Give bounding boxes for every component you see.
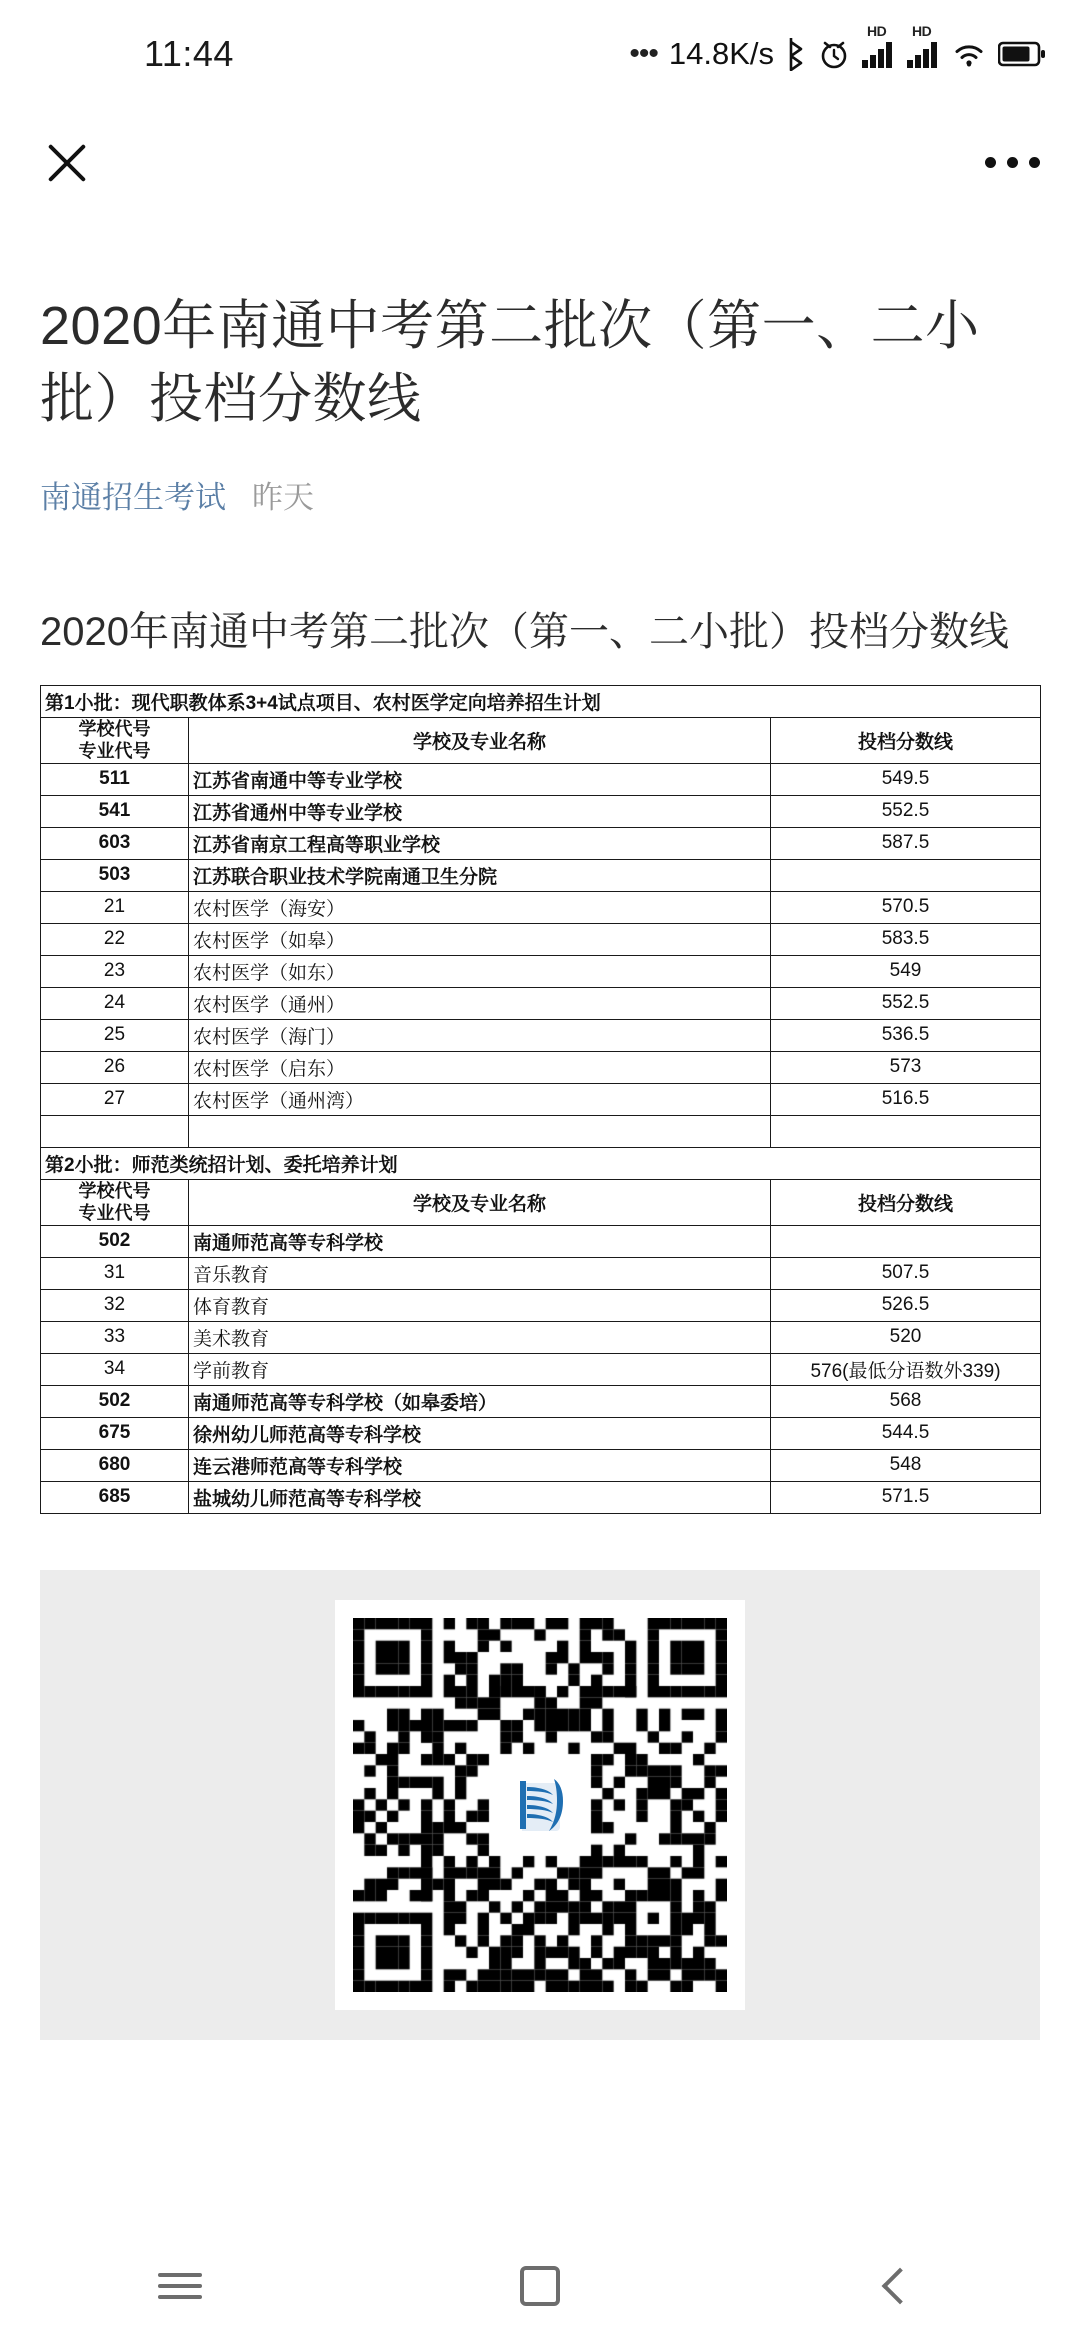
- notification-dots-icon: •••: [629, 37, 658, 70]
- row-name: 盐城幼儿师范高等专科学校: [189, 1481, 771, 1513]
- table-row-header-2: [41, 1179, 1041, 1225]
- section1-title: 第1小批：现代职教体系3+4试点项目、农村医学定向培养招生计划: [41, 685, 1041, 717]
- header-score-1: 投档分数线: [771, 717, 1041, 763]
- row-code: 24: [41, 987, 189, 1019]
- hd-signal-icon-2: HD: [906, 39, 940, 69]
- row-code: 603: [41, 827, 189, 859]
- row-code: 22: [41, 923, 189, 955]
- table-row: [41, 795, 1041, 827]
- table-row-section2-title: [41, 1147, 1041, 1179]
- back-button[interactable]: [840, 2273, 960, 2299]
- table-row: [41, 859, 1041, 891]
- row-name: 江苏省南通中等专业学校: [189, 763, 771, 795]
- header-name-2: 学校及专业名称: [189, 1179, 771, 1225]
- chevron-left-icon: [882, 2268, 919, 2305]
- recents-button[interactable]: [120, 2266, 240, 2306]
- row-name: 学前教育: [189, 1353, 771, 1385]
- table-row: [41, 1019, 1041, 1051]
- table-row: [41, 1083, 1041, 1115]
- row-name: 农村医学（海门）: [189, 1019, 771, 1051]
- row-score: 516.5: [771, 1083, 1041, 1115]
- header-name-1: 学校及专业名称: [189, 717, 771, 763]
- row-code: 502: [41, 1225, 189, 1257]
- network-speed-label: 14.8K/s: [668, 36, 774, 71]
- row-name: 江苏省南京工程高等职业学校: [189, 827, 771, 859]
- row-name: 音乐教育: [189, 1257, 771, 1289]
- table-row: [41, 763, 1041, 795]
- qr-code-block: [40, 1570, 1040, 2040]
- row-name: 农村医学（通州湾）: [189, 1083, 771, 1115]
- hd-signal-icon-1: HD: [861, 39, 895, 69]
- table-row: [41, 987, 1041, 1019]
- row-score: 573: [771, 1051, 1041, 1083]
- row-code: 21: [41, 891, 189, 923]
- table-row: [41, 1417, 1041, 1449]
- account-name-link[interactable]: 南通招生考试: [40, 479, 226, 515]
- row-score: 548: [771, 1449, 1041, 1481]
- section2-title: 第2小批：师范类统招计划、委托培养计划: [41, 1147, 1041, 1179]
- row-code: 25: [41, 1019, 189, 1051]
- row-score: 552.5: [771, 795, 1041, 827]
- status-bar: [0, 0, 1080, 108]
- row-score: 520: [771, 1321, 1041, 1353]
- bluetooth-icon: [785, 37, 807, 71]
- row-score: 568: [771, 1385, 1041, 1417]
- row-code: 27: [41, 1083, 189, 1115]
- close-icon[interactable]: [40, 135, 94, 189]
- battery-icon: [998, 40, 1046, 68]
- row-name: 南通师范高等专科学校: [189, 1225, 771, 1257]
- row-score: 583.5: [771, 923, 1041, 955]
- table-row-section1-title: [41, 685, 1041, 717]
- row-code: 26: [41, 1051, 189, 1083]
- article-meta: [40, 472, 1040, 517]
- row-code: 680: [41, 1449, 189, 1481]
- row-code: 511: [41, 763, 189, 795]
- header-score-2: 投档分数线: [771, 1179, 1041, 1225]
- row-score: 544.5: [771, 1417, 1041, 1449]
- row-code: 685: [41, 1481, 189, 1513]
- page-title: 2020年南通中考第二批次（第一、二小批）投档分数线: [40, 296, 980, 429]
- row-name: 徐州幼儿师范高等专科学校: [189, 1417, 771, 1449]
- table-row: [41, 955, 1041, 987]
- table-row: [41, 1353, 1041, 1385]
- row-score: 571.5: [771, 1481, 1041, 1513]
- row-code: 502: [41, 1385, 189, 1417]
- row-name: 江苏省通州中等专业学校: [189, 795, 771, 827]
- row-score: 552.5: [771, 987, 1041, 1019]
- row-score: 570.5: [771, 891, 1041, 923]
- row-score: [771, 859, 1041, 891]
- table-row: [41, 827, 1041, 859]
- score-table: [40, 685, 1041, 1514]
- row-code: 34: [41, 1353, 189, 1385]
- row-name: 农村医学（通州）: [189, 987, 771, 1019]
- wechat-account-logo-icon: [492, 1757, 588, 1853]
- alarm-icon: [818, 38, 850, 70]
- table-row: [41, 1481, 1041, 1513]
- system-navigation-bar: [0, 2232, 1080, 2340]
- row-name: 南通师范高等专科学校（如皋委培）: [189, 1385, 771, 1417]
- table-row: [41, 891, 1041, 923]
- top-nav-row: [0, 108, 1080, 216]
- row-code: 33: [41, 1321, 189, 1353]
- row-name: 江苏联合职业技术学院南通卫生分院: [189, 859, 771, 891]
- status-clock: 11:44: [144, 33, 234, 74]
- row-score: 549: [771, 955, 1041, 987]
- row-name: 农村医学（启东）: [189, 1051, 771, 1083]
- row-code: 23: [41, 955, 189, 987]
- table-row: [41, 923, 1041, 955]
- table-row: [41, 1449, 1041, 1481]
- row-code: 31: [41, 1257, 189, 1289]
- table-row: [41, 1289, 1041, 1321]
- row-score: 526.5: [771, 1289, 1041, 1321]
- table-row: [41, 1385, 1041, 1417]
- header-code-1: 学校代号 专业代号: [41, 717, 189, 763]
- row-code: 503: [41, 859, 189, 891]
- row-code: 675: [41, 1417, 189, 1449]
- article-body-title: 2020年南通中考第二批次（第一、二小批）投档分数线: [40, 609, 1009, 654]
- header-code-2: 学校代号 专业代号: [41, 1179, 189, 1225]
- row-score: 549.5: [771, 763, 1041, 795]
- row-score: 576(最低分语数外339): [771, 1353, 1041, 1385]
- row-code: 32: [41, 1289, 189, 1321]
- row-code: 541: [41, 795, 189, 827]
- recents-icon: [158, 2266, 202, 2306]
- row-name: 农村医学（海安）: [189, 891, 771, 923]
- table-row: [41, 1257, 1041, 1289]
- publish-time: 昨天: [252, 479, 314, 515]
- row-score: [771, 1225, 1041, 1257]
- qr-code[interactable]: [335, 1600, 745, 2010]
- table-row: [41, 1225, 1041, 1257]
- row-name: 体育教育: [189, 1289, 771, 1321]
- article-container: [0, 290, 1080, 1514]
- row-name: 农村医学（如皋）: [189, 923, 771, 955]
- home-icon: [520, 2266, 560, 2306]
- row-score: 587.5: [771, 827, 1041, 859]
- score-table-body: [41, 685, 1041, 1513]
- row-score: 536.5: [771, 1019, 1041, 1051]
- table-row-header-1: [41, 717, 1041, 763]
- status-icons: [629, 23, 1046, 72]
- row-name: 连云港师范高等专科学校: [189, 1449, 771, 1481]
- wifi-icon: [951, 39, 987, 69]
- row-name: 农村医学（如东）: [189, 955, 771, 987]
- table-row: [41, 1321, 1041, 1353]
- table-row: [41, 1051, 1041, 1083]
- row-score: 507.5: [771, 1257, 1041, 1289]
- table-row-spacer: [41, 1115, 1041, 1147]
- score-table-image: [40, 685, 1040, 1514]
- home-button[interactable]: [480, 2266, 600, 2306]
- row-name: 美术教育: [189, 1321, 771, 1353]
- more-options-icon[interactable]: [985, 157, 1040, 168]
